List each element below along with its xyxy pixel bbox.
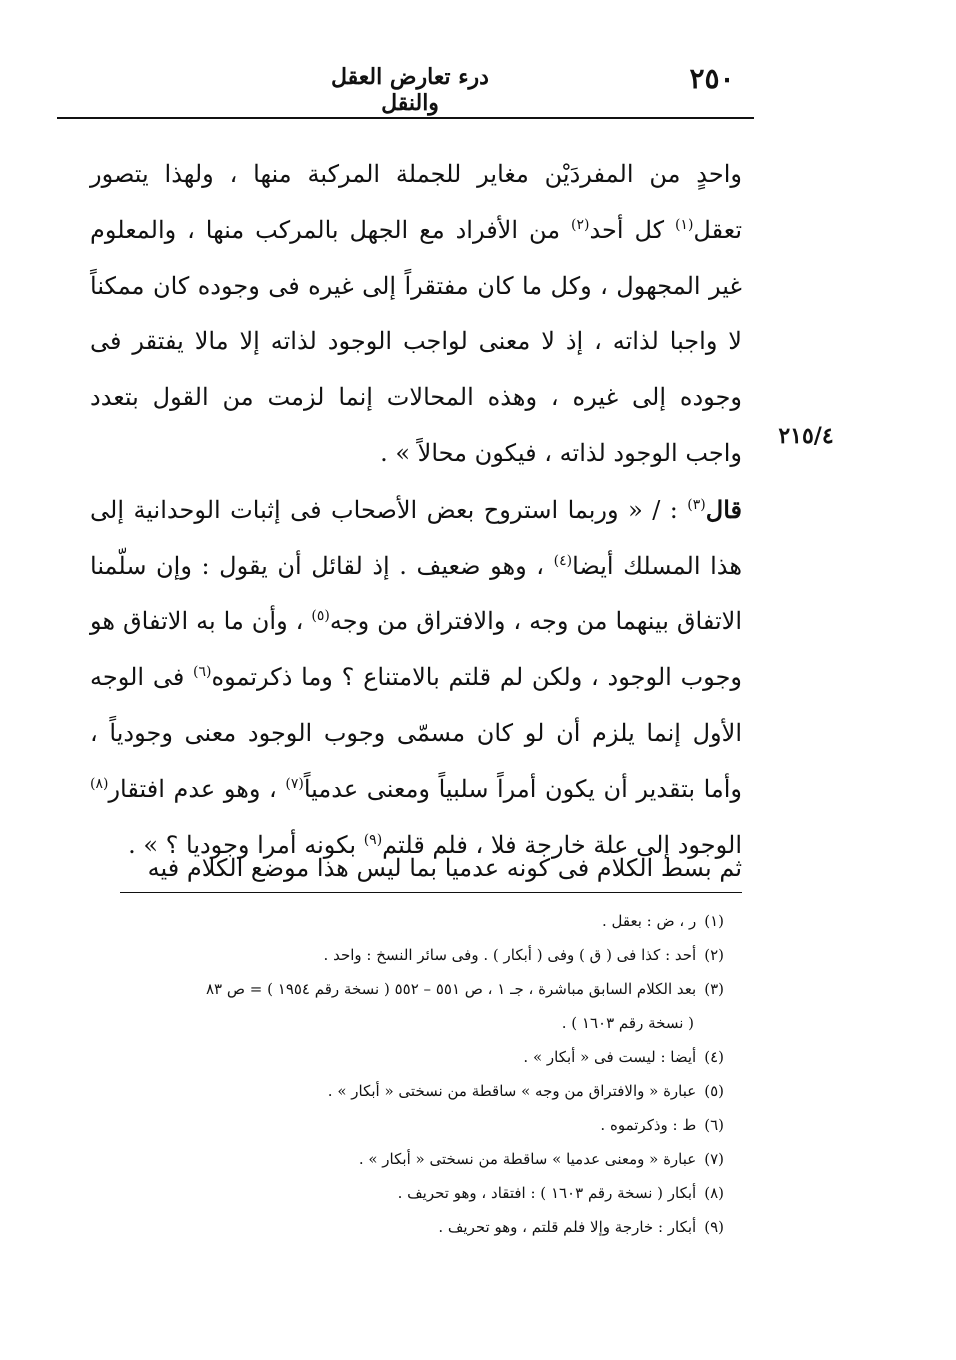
- footnote-text: بعد الكلام السابق مباشرة ، جـ ١ ، ص ٥٥١ – ٥٥٢ ( نسخة رقم ١٩٥٤ ) = ص ٨٣: [206, 980, 697, 998]
- footnote-9: [90, 1210, 724, 1244]
- footnote-number: (٨): [704, 1184, 724, 1202]
- footnote-number: (٥): [704, 1082, 724, 1100]
- qal-word: قال: [705, 494, 742, 524]
- p2-text-2: ، وهو ضعيف . إذ لقائل أن يقول : وإن سلّمنا الاتفاق بينهما من وجه ، والافتراق من وجه: [90, 551, 743, 636]
- footnote-5: [90, 1074, 724, 1108]
- footnote-number: (٤): [704, 1048, 724, 1066]
- paragraph-2: [90, 482, 742, 874]
- p2-text-5: ، وهو عدم افتقار: [108, 774, 286, 803]
- footnote-ref-6: (٦): [193, 664, 212, 681]
- footnote-1: [90, 904, 724, 938]
- header-rule: [57, 117, 754, 119]
- p2-text-3: ، وأن ما به الاتفاق هو وجوب الوجود ، ولكن لم قلتم بالامتناع ؟ وما ذكرتموه: [90, 607, 742, 692]
- footnote-ref-8: (٨): [90, 775, 109, 792]
- footnote-6: [90, 1108, 724, 1142]
- footnote-3-continuation: ( نسخة رقم ١٦٠٣ ) .: [561, 1014, 694, 1032]
- footnote-8: [90, 1176, 724, 1210]
- page-number: ٢٥٠: [689, 62, 735, 95]
- running-header-title: درء تعارض العقل والنقل: [331, 64, 489, 116]
- footnotes: [90, 904, 724, 1244]
- footnote-ref-5: (٥): [311, 608, 330, 625]
- footnote-ref-4: (٤): [553, 552, 573, 569]
- footnote-text: أبكار ( نسخة رقم ١٦٠٣ ) : افتقاد ، وهو تحريف .: [397, 1184, 697, 1202]
- footnote-text: عبارة « والافتراق من وجه » ساقطة من نسختى « أبكار » .: [327, 1082, 697, 1100]
- footnote-text: أحد : كذا فى ( ق ) وفى ( أبكار ) . وفى سائر النسخ : واحد .: [323, 946, 697, 964]
- footnote-number: (٢): [704, 946, 724, 964]
- footnote-number: (٦): [704, 1116, 724, 1134]
- p1-text-1: واحدٍ من المفردَيْن مغاير للجملة المركبة منها ، ولهذا يتصور تعقل: [90, 160, 742, 244]
- p1-text-3: من الأفراد مع الجهل بالمركب منها ، والمعلوم غير المجهول ، وكل ما كان مفتقراً إلى غيره فى وجوده كان ممكناً لا واجبا لذاته ، إذ لا معنى لواجب الوجود لذاته إلا مالا يفتقر فى وجوده إلى غيره ، وهذه المحالات إنما لزمت من القول بتعدد واجب الوجود لذاته ، فيكون محالاً » .: [90, 215, 743, 467]
- section-line: ثم بسط الكلام فى كونه عدميا بما ليس هذا موضع الكلام فيه: [147, 854, 742, 882]
- paragraph-1: [90, 147, 742, 482]
- footnote-7: [90, 1142, 724, 1176]
- footnote-ref-1: (١): [674, 216, 694, 233]
- footnote-2: [90, 938, 724, 972]
- footnote-3: [90, 972, 724, 1006]
- p2-text-6: الوجود إلى علة خارجة فلا ، فلم قلتم: [382, 830, 742, 859]
- footnote-ref-9: (٩): [363, 831, 383, 848]
- footnote-text: أيضا : ليست فى « أبكار » .: [523, 1048, 697, 1066]
- p2-text-7: بكونه أمرا وجوديا ؟ » .: [128, 830, 364, 859]
- main-text: [90, 147, 742, 873]
- footnote-number: (١): [704, 912, 724, 930]
- p2-text-1: : / « وربما استروح بعض الأصحاب فى إثبات الوحدانية إلى هذا المسلك أيضا: [90, 495, 743, 580]
- footnote-text: ر ، ض : بعقل .: [601, 912, 697, 930]
- footnote-ref-7: (٧): [285, 775, 304, 792]
- footnote-text: ط : وذكرتموه .: [600, 1116, 697, 1134]
- footnote-number: (٣): [704, 980, 724, 998]
- footnote-ref-2: (٢): [570, 216, 590, 233]
- footnote-ref-3: (٣): [687, 496, 706, 513]
- footnote-text: أبكار : خارجة وإلا فلم قلتم ، وهو تحريف .: [438, 1218, 697, 1236]
- footnote-number: (٧): [704, 1150, 724, 1168]
- margin-reference: ٢١٥/٤: [778, 423, 834, 449]
- footnote-4: [90, 1040, 724, 1074]
- p2-text-4: فى الوجه الأول إنما يلزم أن لو كان مسمّى وجوب الوجود معنى وجودياً ، وأما بتقدير أن يكون أمراً سلبياً ومعنى عدمياً: [90, 663, 743, 803]
- footnote-rule: [120, 892, 742, 893]
- footnote-text: عبارة « ومعنى عدميا » ساقطة من نسختى « أبكار » .: [358, 1150, 697, 1168]
- p1-text-2: كل أحد: [589, 215, 675, 244]
- footnote-number: (٩): [704, 1218, 724, 1236]
